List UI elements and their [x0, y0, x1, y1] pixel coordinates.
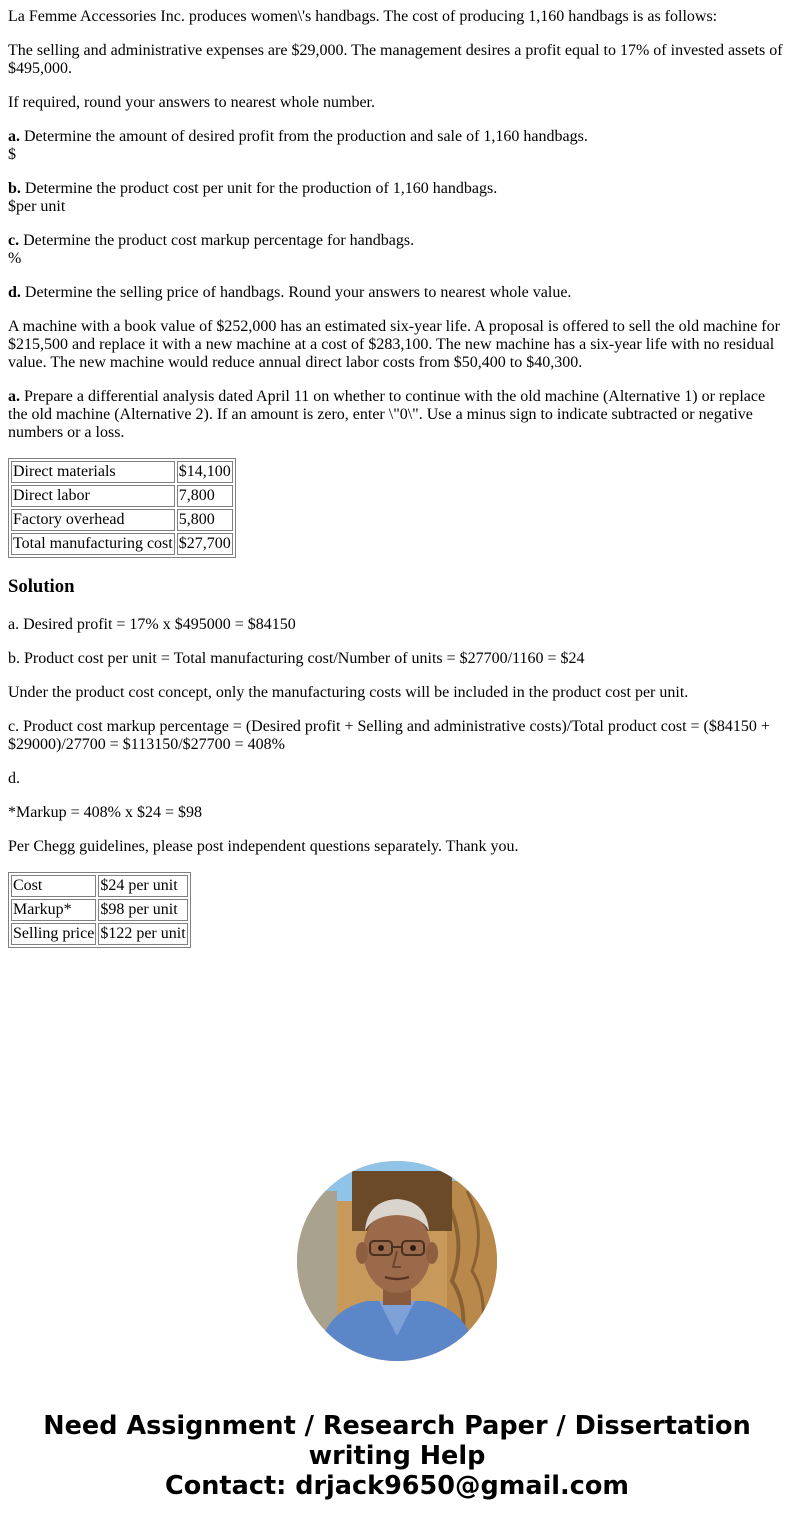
solution-line: *Markup = 408% x $24 = $98: [8, 804, 203, 821]
part-text: Determine the selling price of handbags. Round your answers to nearest whole value.: [20, 284, 572, 301]
promo-line: Need Assignment / Research Paper / Dissertation: [43, 1411, 751, 1441]
table-cell: $122 per unit: [98, 923, 187, 945]
table-cell: Selling price: [11, 923, 96, 945]
solution-line: c. Product cost markup percentage = (Desired profit + Selling and administrative costs)/Total product cost = ($84150 + $29000)/27700 = $113150/$27700 = 408%: [8, 718, 770, 753]
table-cell: Direct materials: [11, 461, 175, 483]
part-text: Determine the product cost markup percentage for handbags.: [19, 232, 415, 249]
answer-line: %: [8, 250, 22, 267]
table-cell: 7,800: [177, 485, 233, 507]
part-letter: c.: [8, 232, 20, 249]
machine-text: A machine with a book value of $252,000 has an estimated six-year life. A proposal is offered to sell the old machine for $215,500 and replace it with a new machine at a cost of $283,100. The new machine has a six-year life with no residual value. The new machine would reduce annual direct labor costs from $50,400 to $40,300.: [8, 318, 780, 371]
table-cell: $27,700: [177, 533, 233, 555]
question-part-c: [8, 232, 786, 268]
table-cell: Factory overhead: [11, 509, 175, 531]
machine-part-a: [8, 388, 786, 442]
part-letter: d.: [8, 284, 21, 301]
table-cell: $24 per unit: [98, 875, 187, 897]
promo-banner: [0, 1411, 794, 1501]
part-text: Determine the amount of desired profit from the production and sale of 1,160 handbags.: [20, 128, 588, 145]
part-letter: a.: [8, 128, 20, 145]
promo-contact: Contact: drjack9650@gmail.com: [165, 1471, 629, 1501]
table-row: [11, 875, 188, 897]
solution-line: a. Desired profit = 17% x $495000 = $84150: [8, 616, 296, 633]
table-row: [11, 461, 233, 483]
table-cell: 5,800: [177, 509, 233, 531]
document-body: [0, 8, 794, 948]
author-avatar: [297, 1161, 497, 1361]
answer-line: $per unit: [8, 198, 66, 215]
table-row: [11, 509, 233, 531]
table-row: [11, 485, 233, 507]
price-table: [8, 872, 191, 948]
part-letter: a.: [8, 388, 20, 405]
table-cell: Direct labor: [11, 485, 175, 507]
table-cell: Markup*: [11, 899, 96, 921]
intro-text: La Femme Accessories Inc. produces women\'s handbags. The cost of producing 1,160 handbags is as follows:: [8, 8, 718, 25]
solution-line: Under the product cost concept, only the manufacturing costs will be included in the product cost per unit.: [8, 684, 689, 701]
table-row: [11, 923, 188, 945]
table-cell: $98 per unit: [98, 899, 187, 921]
table-row: [11, 533, 233, 555]
expenses-text: The selling and administrative expenses are $29,000. The management desires a profit equal to 17% of invested assets of $495,000.: [8, 42, 783, 77]
answer-line: $: [8, 146, 16, 163]
part-letter: b.: [8, 180, 21, 197]
author-photo: [297, 1161, 497, 1361]
cost-table: [8, 458, 236, 558]
question-part-a: [8, 128, 786, 164]
solution-heading: Solution: [8, 576, 75, 597]
table-cell: Cost: [11, 875, 96, 897]
solution-line: b. Product cost per unit = Total manufacturing cost/Number of units = $27700/1160 = $24: [8, 650, 585, 667]
part-text: Determine the product cost per unit for the production of 1,160 handbags.: [20, 180, 498, 197]
part-text: Prepare a differential analysis dated April 11 on whether to continue with the old machine (Alternative 1) or replace the old machine (Alternative 2). If an amount is zero, enter \"0\". Use a minus sign to indicate subtracted or negative numbers or a loss.: [8, 388, 766, 441]
rounding-note: If required, round your answers to nearest whole number.: [8, 94, 375, 111]
solution-line: Per Chegg guidelines, please post independent questions separately. Thank you.: [8, 838, 519, 855]
question-part-d: [8, 284, 786, 302]
promo-line: writing Help: [308, 1441, 486, 1471]
table-row: [11, 899, 188, 921]
table-cell: Total manufacturing cost: [11, 533, 175, 555]
table-cell: $14,100: [177, 461, 233, 483]
solution-line: d.: [8, 770, 20, 787]
question-part-b: [8, 180, 786, 216]
